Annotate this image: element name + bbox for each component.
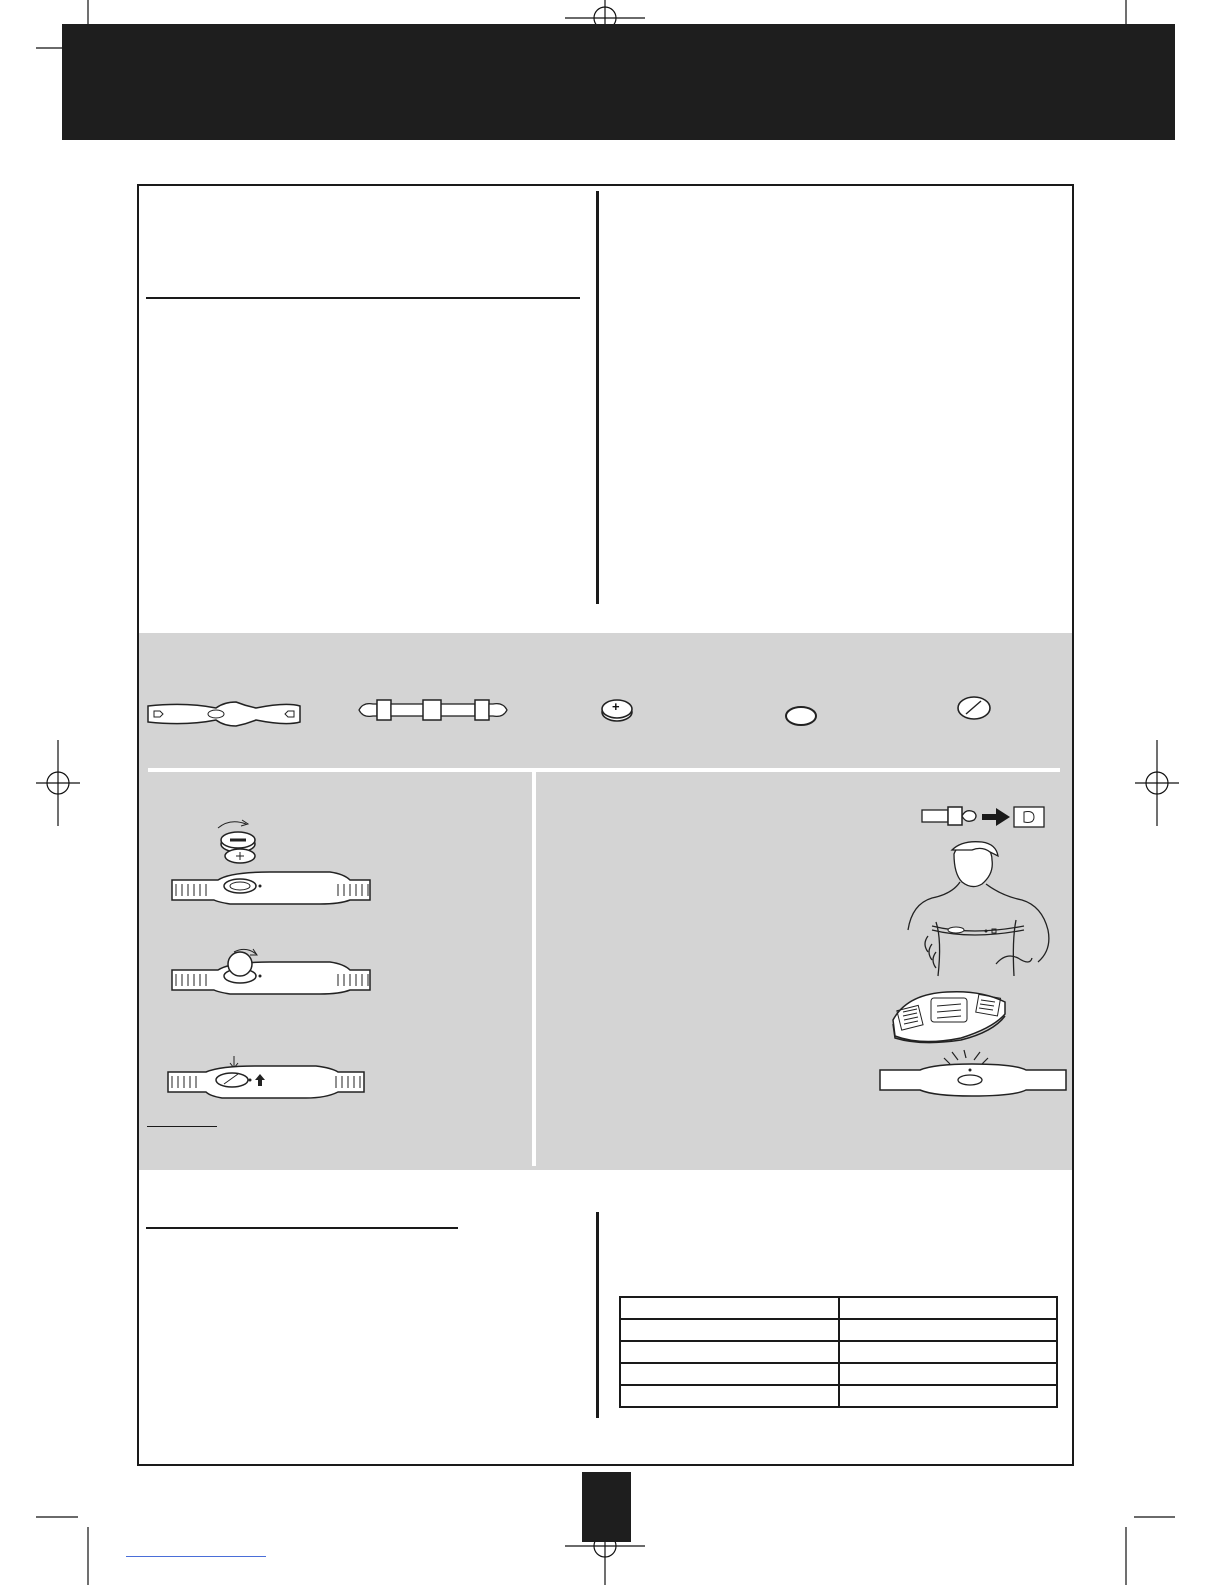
table-row [620,1297,1057,1319]
step-insert-battery-illustration [170,944,372,994]
upper-left-rule [146,297,580,299]
table-cell [620,1363,839,1385]
lower-column-divider [596,1212,599,1418]
panel-divider-vertical [532,772,536,1166]
transmitter-flash-illustration [878,1048,1068,1094]
header-bar [62,24,1175,140]
upper-column-divider [596,191,599,604]
table-cell [620,1385,839,1407]
note-underline [147,1126,217,1127]
table-cell [620,1297,839,1319]
step-close-cover-illustration [166,1054,366,1102]
table-cell [839,1297,1058,1319]
table-row [620,1341,1057,1363]
footer-link-underline [126,1556,266,1557]
specification-table [619,1296,1058,1408]
table-cell [620,1319,839,1341]
elastic-strap-illustration [357,694,509,726]
panel-divider-horizontal [148,768,1060,772]
coin-opener-icon [955,695,995,723]
table-row [620,1319,1057,1341]
chest-transmitter-belt-illustration [146,700,302,728]
table-cell [839,1319,1058,1341]
battery-plus-symbol: + [612,699,620,714]
o-ring-icon [784,705,820,729]
table-row [620,1385,1057,1407]
table-cell [620,1341,839,1363]
page-number-tab [582,1472,631,1542]
table-cell [839,1363,1058,1385]
table-row [620,1363,1057,1385]
table-cell [839,1341,1058,1363]
strap-connector-illustration [920,804,1046,830]
runner-wearing-belt-illustration [892,840,1062,990]
lower-left-rule [146,1227,458,1229]
table-cell [839,1385,1058,1407]
treadmill-console-illustration [887,984,1012,1046]
step-open-battery-cover-illustration [170,808,372,908]
